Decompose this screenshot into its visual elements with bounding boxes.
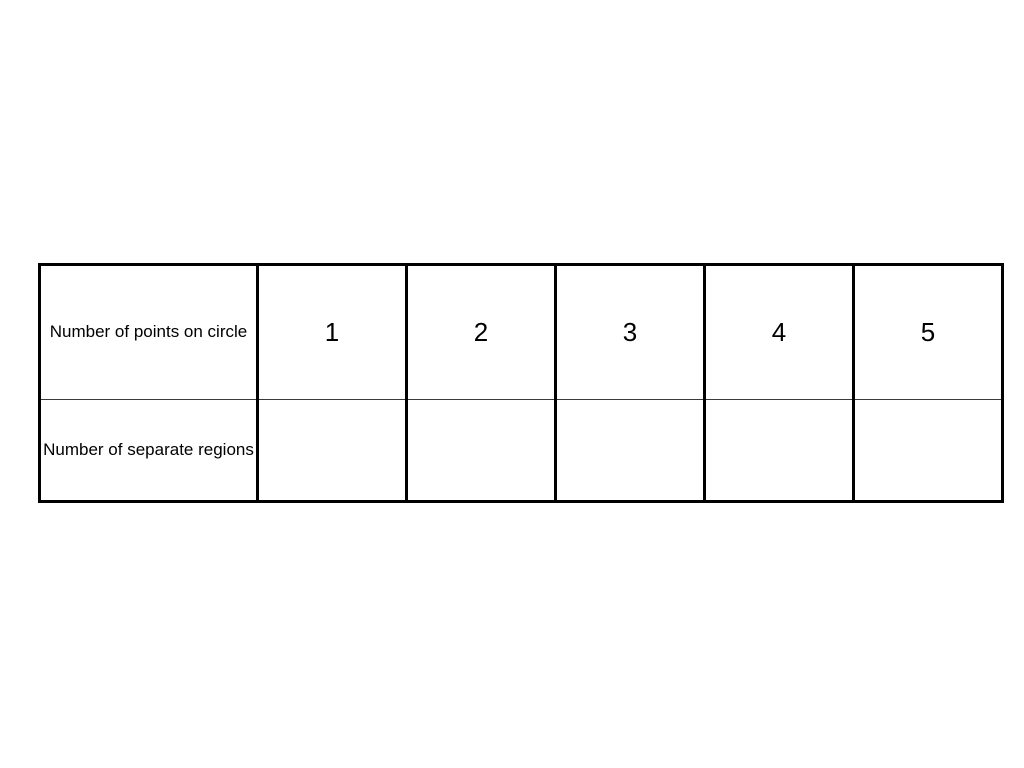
row-label-points-on-circle	[40, 265, 258, 400]
cell-points-1: 1	[258, 265, 407, 400]
table-row	[40, 265, 1003, 400]
cell-regions-2[interactable]	[407, 399, 556, 501]
cell-regions-1[interactable]	[258, 399, 407, 501]
cell-points-2: 2	[407, 265, 556, 400]
cell-regions-3[interactable]	[556, 399, 705, 501]
cell-points-4: 4	[705, 265, 854, 400]
table-row	[40, 399, 1003, 501]
cell-points-5: 5	[854, 265, 1003, 400]
row-label-text: Number of points on circle	[49, 322, 248, 342]
points-and-regions-table	[38, 263, 1004, 503]
row-label-separate-regions	[40, 399, 258, 501]
cell-regions-4[interactable]	[705, 399, 854, 501]
table-container	[38, 263, 987, 503]
row-label-text: Number of separate regions	[43, 439, 254, 459]
cell-points-3: 3	[556, 265, 705, 400]
cell-regions-5[interactable]	[854, 399, 1003, 501]
